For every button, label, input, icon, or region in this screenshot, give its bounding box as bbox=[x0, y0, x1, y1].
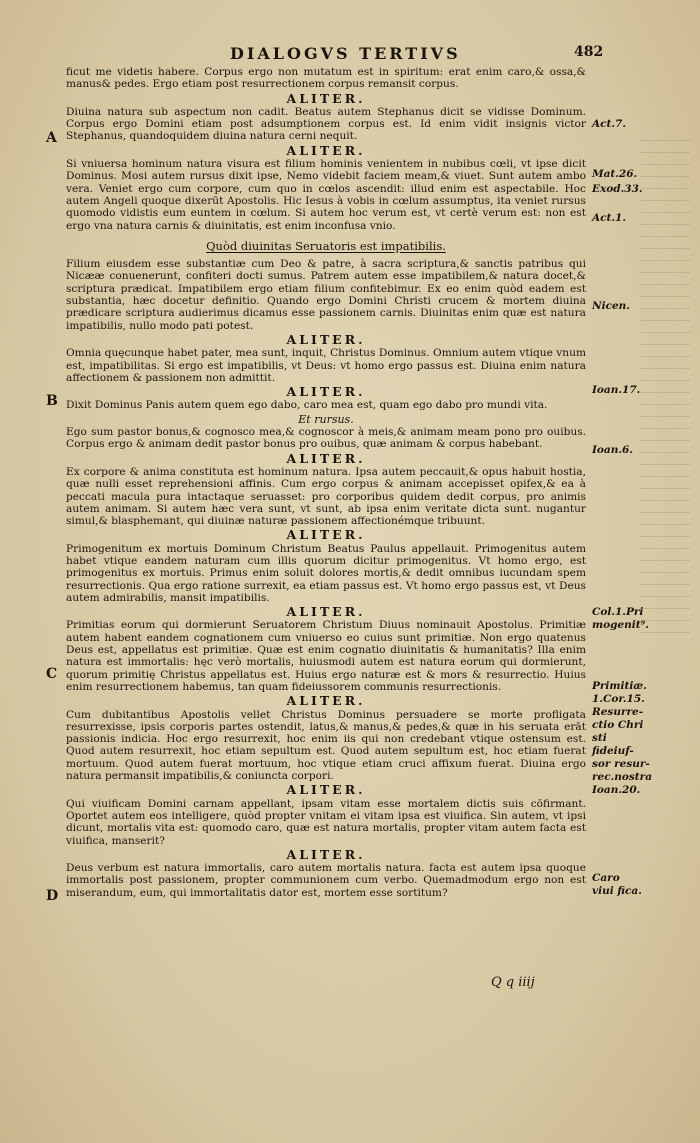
paragraph: Primitias eorum qui dormierunt Seruatorem Christum Diuus nominauit Apostolus. Primitiæ autem habent eandem cognationem cum vniuerso eo cuius sunt primitiæ. Non ergo quatenus Deus est, appellatus est primitiæ. Quæ est enim cognatio diuinitatis & humanitatis? Illa enim natura est immortalis: hęc verò mortalis, huiusmodi autem est natura eorum qui dormierunt, quorum primitię Christus appellatus est. Huius ergo naturæ est & mors & resurrectio. Huius enim resurrectionem habemus, tan quam fideiussorem communis resurrectionis. bbox=[66, 619, 586, 693]
section-heading: ALITER. bbox=[286, 331, 366, 347]
running-header: DIALOGVS TERTIVS bbox=[230, 44, 461, 63]
section-heading: ALITER. bbox=[286, 450, 366, 466]
paragraph: Ex corpore & anima constituta est hominum natura. Ipsa autem peccauit,& opus habuit hostia, quæ nulli esset reprehensioni affinis. Cum ergo corpus & animam accepisset opifex,& ea à peccati macula pura intactaque seruasset: pro corporibus quidem dedit corpus, pro animis autem animam. Si autem hæc vera sunt, vt sunt, ab ipsa enim veritate dicta sunt. nugantur simul,& blasphemant, qui diuinæ naturæ passionem affectionémque tribuunt. bbox=[66, 465, 586, 528]
section-heading: ALITER. bbox=[286, 782, 366, 798]
margin-letter-b: B bbox=[46, 393, 58, 409]
margin-ref-primitiae: Primitiæ. 1.Cor.15. Resurre- ctio Chri sti fideiuf- sor resur- rec.nostra Ioan.20. bbox=[592, 680, 652, 796]
margin-ref-col1: Col.1.Pri mogenit⁹. bbox=[592, 606, 649, 631]
paragraph: Deus verbum est natura immortalis, caro autem mortalis natura. facta est autem ipsa quoque immortalis post passionem, propter communionem cum verbo. Quemadmodum ergo non est miserandum, eum, qui immortalitatis dator est, mortem esse sortitum? bbox=[66, 862, 586, 899]
paragraph: Filium eiusdem esse substantiæ cum Deo & patre, à sacra scriptura,& sanctis patribus qui Nicææ conuenerunt, confiteri docti sumus. Patrem autem esse impatibilem,& natura docet,& scriptura prædicat. Impatibilem ergo etiam filium confitebimur. Ex eo enim quòd eadem est substantia, hæc docetur definitio. Quando ergo Domini Christi crucem & mortem diuina prædicare scriptura audierimus dicamus esse passionem carnis. Diuinitas enim quæ est natura impatibilis, nullo modo pati potest. bbox=[66, 258, 586, 332]
paragraph: Cum dubitantibus Apostolis vellet Christus Dominus persuadere se morte profligata resurrexisse, ipsis corporis partes ostendit, latus,& manus,& pedes,& quæ in his seruata erāt passionis indicia. Hoc ergo resurrexit, hoc enim iis qui non credebant vtique ostensum est. Quod autem resurrexit, hoc etiam sepultum est. Quod autem sepultum est, hoc etiam fuerat mortuum. Quod autem fuerat mortuum, hoc vtique etiam cruci affixum fuerat. Diuina ergo natura permansit impatibilis,& coniuncta corpori. bbox=[66, 708, 586, 783]
paragraph: Dixit Dominus Panis autem quem ego dabo, caro mea est, quam ego dabo pro mundi vita. bbox=[66, 399, 548, 412]
section-heading: ALITER. bbox=[286, 90, 366, 106]
section-heading: ALITER. bbox=[286, 142, 366, 158]
section-heading: ALITER. bbox=[286, 384, 366, 400]
margin-ref-carouiui: Caro viui fica. bbox=[592, 872, 642, 897]
margin-ref-ioan17: Ioan.17. bbox=[592, 384, 641, 396]
paragraph: Omnia quęcunque habet pater, mea sunt, inquit, Christus Dominus. Omnium autem vtique vnum est, impatibilitas. Si ergo est impatibilis, vt Deus: vt homo ergo passus est. Diuina enim natura affectionem & passionem non admittit. bbox=[66, 347, 586, 384]
paragraph: Qui viuificam Domini carnam appellant, ipsam vitam esse mortalem dictis suis cōfirmant. Oportet autem eos intelligere, quòd propter vnitam ei vitam ipsa est viuifica. Sin autem, vt ipsi dicunt, mortalis vita est: quomodo caro, quæ est natura mortalis, propter vitam autem facta est viuifica, manserit? bbox=[66, 797, 586, 847]
margin-letter-d: D bbox=[46, 888, 59, 904]
paragraph: Ego sum pastor bonus,& cognosco mea,& cognoscor à meis,& animam meam pono pro ouibus. Corpus ergo & animam dedit pastor bonus pro ouibus, quæ animam & corpus habebant. bbox=[66, 426, 586, 451]
margin-ref-act1: Act.1. bbox=[592, 212, 627, 224]
page-number: 482 bbox=[574, 44, 604, 60]
margin-ref-ioan6: Ioan.6. bbox=[592, 444, 633, 456]
chapter-title: Quòd diuinitas Seruatoris est impatibilis. bbox=[206, 238, 446, 253]
main-text bbox=[66, 66, 586, 901]
bleed-through-texture bbox=[640, 140, 690, 640]
section-heading: ALITER. bbox=[286, 693, 366, 709]
paragraph: Si vniuersa hominum natura visura est filium hominis venientem in nubibus cœli, vt ipse dicit Dominus. Mosi autem rursus dixit ipse, Nemo videbit faciem meam,& viuet. Sunt autem ambo vera. Veniet ergo cum corpore, cum quo in cœlos ascendit: illud enim est aspectabile. Hoc autem Angeli quoque dixerūt Apostolis. Hic Iesus à vobis in cœlum assumptus, ita veniet rursus quomodo vidistis eum euntem in cœlum. Si autem hoc verum est, vt certè verum est: non est ergo vna natura carnis & diuinitatis, est enim inconfusa vnio. bbox=[66, 158, 586, 232]
margin-ref-nicen: Nicen. bbox=[592, 300, 630, 312]
margin-letter-c: C bbox=[46, 666, 58, 682]
margin-letter-a: A bbox=[46, 130, 57, 146]
paragraph: Primogenitum ex mortuis Dominum Christum Beatus Paulus appellauit. Primogenitus autem habet vtique eandem naturam cum illis quorum dicitur primogenitus. Vt homo ergo, est primogenitus ex mortuis. Primus enim soluit dolores mortis,& dedit omnibus iucundam spem resurrectionis. Qua ergo ratione surrexit, ea etiam passus est. Vt homo ergo passus est, vt Deus autem admirabilis, mansit impatibilis. bbox=[66, 542, 586, 604]
section-heading: ALITER. bbox=[286, 846, 366, 862]
paragraph: Diuina natura sub aspectum non cadit. Beatus autem Stephanus dicit se vidisse Dominum. Corpus ergo Domini etiam post adsumptionem corpus est. Id enim vidit insignis victor Stephanus, quandoquidem diuina natura cerni nequit. bbox=[66, 105, 586, 143]
margin-ref-exod33: Exod.33. bbox=[592, 183, 643, 195]
margin-ref-mat26: Mat.26. bbox=[592, 168, 638, 180]
section-heading: ALITER. bbox=[286, 527, 366, 543]
paragraph: ficut me videtis habere. Corpus ergo non mutatum est in spiritum: erat enim caro,& ossa,& manus& pedes. Ergo etiam post resurrectionem corpus remansit corpus. bbox=[66, 66, 586, 91]
subheading: Et rursus. bbox=[298, 412, 354, 426]
margin-ref-act7: Act.7. bbox=[592, 118, 627, 130]
signature-mark: Q q iiij bbox=[491, 975, 535, 990]
section-heading: ALITER. bbox=[286, 604, 366, 620]
